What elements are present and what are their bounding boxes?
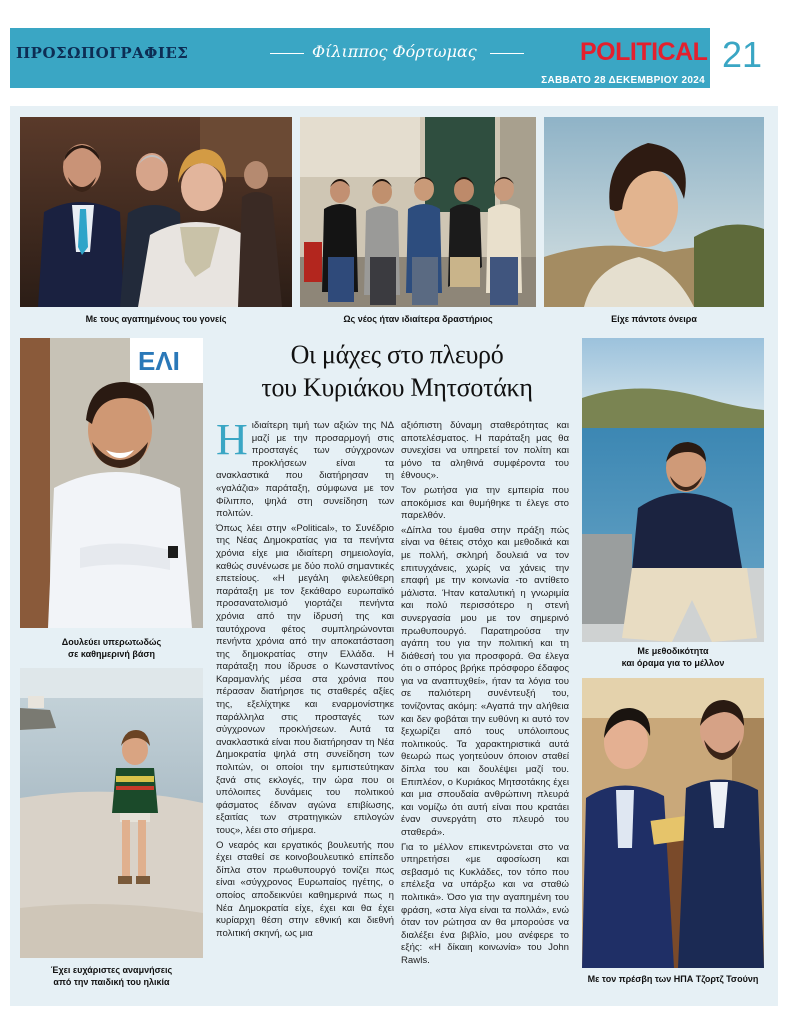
photo-with-ambassador	[582, 678, 764, 968]
article-paragraph-text: ιδιαίτερη τιμή των αξιών της ΝΔ μαζί με την προσαρμογή στις προσταγές των σύγχρονων προκλήσεων είναι τα ανακλαστικά που διατήρησαν τη «γαλάζια» παράταξη, σύμφωνα με τον Φίλιππο, ψηλά στη συνείδηση των πολιτών.	[216, 420, 394, 520]
article-paragraph: Ο νεαρός και εργατικός βουλευτής που έχει σταθεί σε κοινοβουλευτικό επίπεδο δίπλα στον πρωθυπουργό τονίζει πως είναι «σύγχρονος Ευρωπαίος ηγέτης, ο οποίος αποδεικνύει καθημερινά πως η Νέα Δημοκρατία είχε, έχει και θα έχει κυρίαρχη θέση στην εθνική και διεθνή πολιτική σκηνή, ως μια	[216, 839, 394, 939]
brand-logo: POLITICAL	[580, 38, 708, 66]
author-rule-right	[490, 53, 524, 54]
photo-young-group	[300, 117, 536, 307]
headline-line2: του Κυριάκου Μητσοτάκη	[261, 373, 533, 402]
article-paragraph: Τον ρωτήσα για την εμπειρία που αποκόμισε και θυμήθηκε τι έλεγε στο παρελθόν.	[401, 484, 569, 522]
article-column-1	[216, 415, 394, 942]
caption-childhood	[20, 964, 203, 988]
caption-ambassador: Με τον πρέσβη των ΗΠΑ Τζορτζ Τσούνη	[587, 974, 759, 984]
headline-line1: Οι μάχες στο πλευρό	[290, 340, 504, 369]
photo-dreams	[544, 117, 764, 307]
caption-work-line1: Δουλεύει υπερωτωδώς	[61, 637, 162, 647]
caption-work-line2: σε καθημερινή βάση	[67, 649, 156, 659]
photo-childhood	[20, 668, 203, 958]
drop-cap: Η	[216, 415, 248, 464]
caption-childhood-line2: από την παιδική του ηλικία	[53, 977, 170, 987]
author-rule-left	[270, 53, 304, 54]
caption-method-line2: και όραμα για το μέλλον	[621, 658, 725, 668]
caption-childhood-line1: Έχει ευχάριστες αναμνήσεις	[50, 965, 173, 975]
issue-date: ΣΑΒΒΑΤΟ 28 ΔΕΚΕΜΒΡΙΟΥ 2024	[541, 75, 705, 86]
section-label: ΠΡΟΣΩΠΟΓΡΑΦΙΕΣ	[16, 44, 189, 62]
article-paragraph	[216, 415, 394, 521]
photo-with-parents	[20, 117, 292, 307]
svg-text:ΕΛΙ: ΕΛΙ	[138, 346, 180, 376]
article-paragraph: Για το μέλλον επικεντρώνεται στο να υπηρετήσει «με αφοσίωση και σεβασμό τις Κυκλάδες, τον τόπο που επέλεξα να υπάρξω και να σταθώ πολιτικά». Όσο για την αγαπημένη του φράση, «στα λίγα είναι τα πολλά», ενώ όταν τον ρώτησα αν θα μπορούσε να διαλέξει ένα βιβλίο, μου ανέφερε το εξής: «Η δίκαιη κοινωνία» του John Rawls.	[401, 841, 569, 966]
article-paragraph: αξιόπιστη δύναμη σταθερότητας και αποτελέσματος. Η παράταξη μας θα συνεχίσει να υπηρετεί τον πολίτη και μόνο τα αληθινά συμφέροντα του έθνους».	[401, 420, 569, 482]
article-paragraph: «Δίπλα του έμαθα στην πράξη πώς είναι να θέτεις στόχο και μεθοδικά και με πολλή, σκληρή δουλειά να τον επιτυγχάνεις, χωρίς να χάνεις την επαφή με την κοινωνία -το αντίθετο μάλιστα. Ήταν καταλυτική η γνωριμία και πολύ περισσότερο η στενή συνεργασία μου με τον σημερινό πρωθυπουργό. Παρατηρούσα την αγάπη του για την πολιτική και τη διάθεσή του για προσφορά. Θα έλεγα ότι ο σπόρος βρήκε πρόσφορο έδαφος για να αναπτυχθεί», ήταν τα λόγια του σε παλιότερη συνέντευξή του, τονίζοντας ακόμη: «Αγαπά την αλήθεια και δεν φοβάται την ευθύνη κι αυτό τον ξεχωρίζει από τους υπόλοιπους πολιτικούς. Τα χαρακτηριστικά αυτά θεωρώ πως γοητεύουν όποιον σταθεί δίπλα του και δουλέψει μαζί του. Επιπλέον, ο Κυριάκος Μητσοτάκης έχει και μια σπουδαία ανθρώπινη πλευρά και νομίζω ότι αυτή είναι που κρατάει έναν συνεργάτη στο πλευρό του σταθερά».	[401, 524, 569, 838]
caption-dreams: Είχε πάντοτε όνειρα	[611, 314, 697, 324]
article-paragraph: Όπως λέει στην «Political», το Συνέδριο της Νέας Δημοκρατίας για τα πενήντα χρόνια είχε μια ιδιαίτερη σημειολογία, καθώς συνένωσε με δύο πολύ σημαντικές επετείους. «Η μεγάλη φιλελεύθερη παράταξη με τον ξεκάθαρο ευρωπαϊκό προσανατολισμό γιορτάζει πενήντα χρόνια από την ίδρυσή της και ταυτόχρονα φέτος συμπληρώνονται πενήντα χρόνια από την αποκατάσταση της δημοκρατίας στην Ελλάδα. Η παράταξη που ίδρυσε ο Κωνσταντίνος Καραμανλής μέσα στα χρόνια που πέρασαν διατήρησε τις σταθερές αξίες της, εξελίχτηκε και εναρμονίστηκε παράλληλα στις προσταγές των σύγχρονων προκλήσεων. Αυτά τα ανακλαστικά είναι που διατήρησαν τη Νέα Δημοκρατία ψηλά στη συνείδηση των πολιτών, οι οποίοι την εμπιστεύτηκαν ξανά στις εκλογές, την ώρα που οι υπόλοιπες δυνάμεις του πολιτικού φάσματος έδιναν αγώνα επιβίωσης, εξαιτίας των στρατηγικών επιλογών τους», λέει στο σήμερα.	[216, 522, 394, 836]
caption-young: Ως νέος ήταν ιδιαίτερα δραστήριος	[343, 314, 493, 324]
caption-parents: Με τους αγαπημένους του γονείς	[85, 314, 227, 324]
author-name: Φίλιππος Φόρτωμας	[312, 42, 477, 61]
photo-sea-method	[582, 338, 764, 642]
caption-method-line1: Με μεθοδικότητα	[637, 646, 709, 656]
photo-daily-work	[20, 338, 203, 628]
caption-method	[582, 645, 764, 669]
article-column-2	[401, 420, 569, 970]
page-number: 21	[722, 34, 763, 75]
headline	[212, 338, 582, 404]
caption-work	[20, 636, 203, 660]
